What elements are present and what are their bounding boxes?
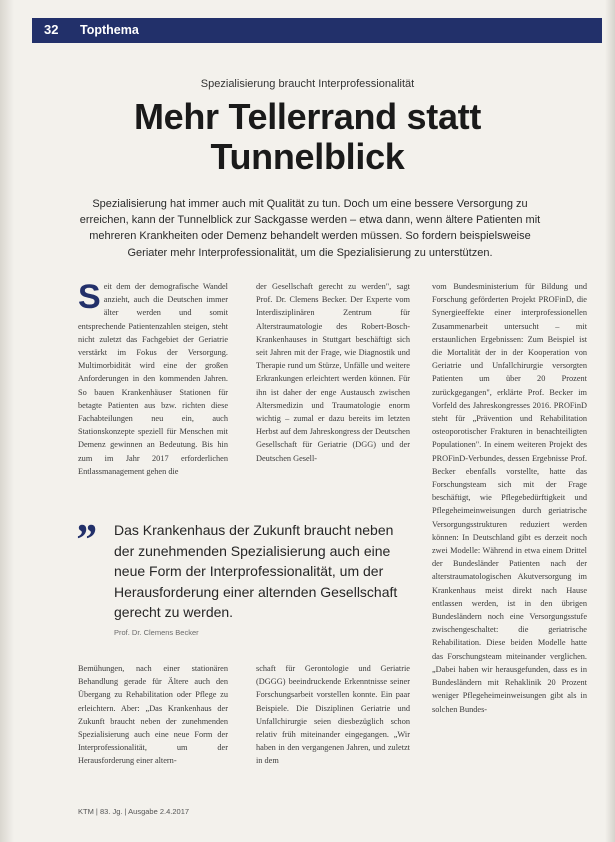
body-text-1: eit dem der demografische Wandel anzieht, auch die Deutschen immer älter werden und somit entsprechende Patientenzahlen steigen, steht nicht zuletzt das Fachgebiet der Geriatrie verstärkt im Fokus der Versorgung. Multimorbidität wird eine der großen Anforderungen in den kommenden Jahren. So bauen Krankenhäuser Stationen für betagte Patienten aus bzw. richten diese Fachabteilungen neu ein, auch Stationskonzepte speziell für Menschen mit Demenz gewinnen an Bedeutung. Bis hin zum im Jahr 2017 erforderlichen Entlassmanagement gehen die — [78, 282, 228, 476]
pull-quote-author: Prof. Dr. Clemens Becker — [114, 628, 199, 637]
body-text-5: schaft für Gerontologie und Geriatrie (DGGG) beeindruckende Erkenntnisse seiner Forschungsarbeit vorstellen konnte. Ein paar Beispiele. Die Disziplinen Geriatrie und Unfallchirurgie seien diesbezüglich schon relativ früh miteinander eingegangen. „Wir haben in den vergangenen Jahren, und zuletzt in dem — [256, 664, 410, 766]
pull-quote-text: Das Krankenhaus der Zukunft braucht neben der zunehmenden Spezialisierung auch eine neue Form der Interprofessionalität, um der Herausforderung einer alternden Gesellschaft gerecht zu werden. — [114, 522, 398, 620]
article-kicker: Spezialisierung braucht Interprofessionalität — [200, 78, 415, 90]
drop-cap: S — [78, 280, 101, 316]
page-number: 32 — [44, 22, 59, 37]
article-title — [0, 97, 615, 177]
page-footer: KTM | 83. Jg. | Ausgabe 2.4.2017 — [78, 807, 190, 816]
body-column-3 — [432, 280, 587, 800]
body-column-5 — [256, 662, 410, 807]
body-text-3: vom Bundesministerium für Bildung und Forschung geförderten Projekt PROFinD, die Synergieeffekte einer interprofessionellen Zusammenarbeit untersucht – mit erstaunlichen Ergebnissen: Zum Beispiel ist die Mortalität der in der Kooperation von Geriatrie und Unfallchirurgie versorgten Patienten um über 20 Prozent zurückgegangen", erklärte Prof. Becker im Vorfeld des Jahreskongresses 2016. PROFinD steht für „Prävention und Rehabilitation osteoporotischer Frakturen in benachteiligten Populationen". In einem weiteren Projekt des PROFinD-Verbundes, dessen Ergebnisse Prof. Becker ebenfalls vorstellte, hatte das Forschungsteam sich mit der Frage beschäftigt, wie Pflegebedürftigkeit und Pflegeheimeinweisungen durch geriatrische Versorgungsstrukturen reduziert werden können: In Deutschland gibt es derzeit noch zwei Modelle: Während in etwa einem Drittel der Bundesländer Patienten nach der alterstraumatologischen Akutversorgung im Krankenhaus meist direkt nach Hause entlassen werden, ist in den übrigen Bundesländern noch eine Versorgungsstufe zwischengeschaltet: die geriatrische Rehabilitation. Diese beiden Modelle hatte das Forschungsteam miteinander verglichen. „Dabei haben wir herausgefunden, dass es in Bundesländern mit Rehaklinik 20 Prozent weniger Pflegeheimeinweisungen gibt als in solchen Bundes- — [432, 282, 587, 714]
body-column-1 — [78, 280, 228, 492]
title-line-2: Tunnelblick — [210, 136, 405, 177]
quote-mark-icon: ” — [74, 515, 96, 564]
pull-quote — [74, 515, 404, 640]
section-header-bar — [32, 18, 602, 43]
body-column-4 — [78, 662, 228, 807]
body-text-2: der Gesellschaft gerecht zu werden", sagt Prof. Dr. Clemens Becker. Der Experte vom Interdisziplinären Zentrum für Alterstraumatologie des Robert-Bosch-Krankenhauses in Stuttgart beschäftigt sich seit Jahren mit der Frage, wie Diagnostik und Therapie rund um Stürze, Unfälle und weitere Erkrankungen erleichtert werden können. Für ihn ist daher der enge Austausch zwischen Altersmedizin und Traumatologie enorm wichtig – zumal er dazu bereits im letzten Herbst auf dem Jahreskongress der Deutschen Gesellschaft für Geriatrie (DGG) und der Deutschen Gesell- — [256, 282, 410, 463]
body-column-2 — [256, 280, 410, 500]
title-line-1: Mehr Tellerrand statt — [133, 96, 482, 137]
body-text-4: Bemühungen, nach einer stationären Behandlung gerade für Ältere auch den Übergang zu Rehabilitation oder Pflege zu erleichtern. Aber: „Das Krankenhaus der Zukunft braucht neben der zunehmenden Spezialisierung auch eine neue Form der Interprofessionalität, um der Herausforderung einer altern- — [78, 664, 228, 766]
article-lead: Spezialisierung hat immer auch mit Qualität zu tun. Doch um eine bessere Versorgung zu erreichen, kann der Tunnelblick zur Sackgasse werden – etwa dann, wenn ältere Patienten mit mehreren Krankheiten oder Demenz behandelt werden müssen. So fordern beispielsweise Geriater mehr Interprofessionalität, um die Spezialisierung zu unterstützen. — [79, 198, 541, 259]
section-name: Topthema — [80, 23, 139, 37]
